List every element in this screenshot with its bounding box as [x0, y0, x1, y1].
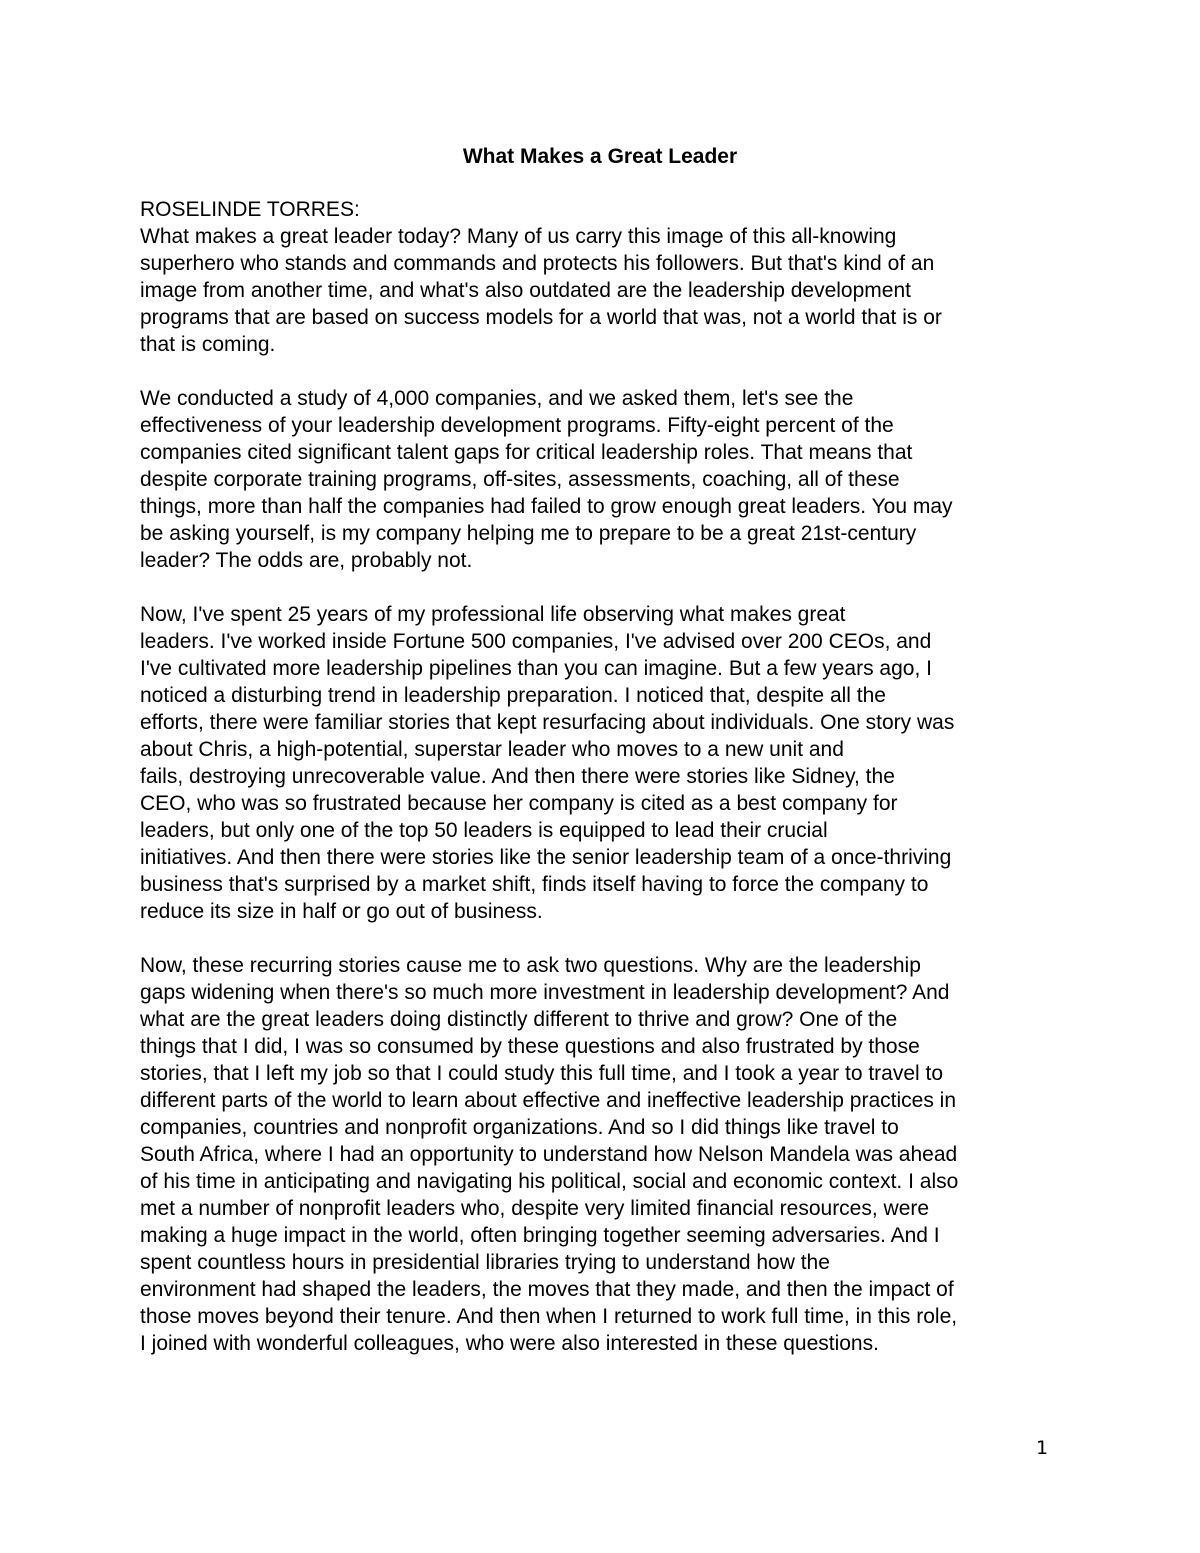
transcript-body — [140, 196, 1080, 1384]
text-line: leaders, but only one of the top 50 leaders is equipped to lead their crucial — [140, 819, 828, 842]
text-line: spent countless hours in presidential libraries trying to understand how the — [140, 1251, 830, 1274]
text-line: companies cited significant talent gaps for critical leadership roles. That means that — [140, 441, 913, 464]
text-line: noticed a disturbing trend in leadership preparation. I noticed that, despite all the — [140, 684, 886, 707]
text-line: stories, that I left my job so that I could study this full time, and I took a year to travel to — [140, 1062, 944, 1085]
text-line: Now, I've spent 25 years of my professional life observing what makes great — [140, 603, 846, 626]
text-line: different parts of the world to learn about effective and ineffective leadership practices in — [140, 1089, 956, 1112]
text-line: I've cultivated more leadership pipelines than you can imagine. But a few years ago, I — [140, 657, 932, 680]
text-line: of his time in anticipating and navigating his political, social and economic context. I also — [140, 1170, 959, 1193]
text-line: things, more than half the companies had failed to grow enough great leaders. You may — [140, 495, 953, 518]
text-line: initiatives. And then there were stories like the senior leadership team of a once-thriving — [140, 846, 952, 869]
text-line: reduce its size in half or go out of business. — [140, 900, 543, 923]
text-line: superhero who stands and commands and protects his followers. But that's kind of an — [140, 252, 935, 275]
paragraph-3 — [140, 601, 1080, 925]
text-line: those moves beyond their tenure. And then when I returned to work full time, in this role, — [140, 1305, 958, 1328]
text-line: CEO, who was so frustrated because her company is cited as a best company for — [140, 792, 898, 815]
text-line: image from another time, and what's also outdated are the leadership development — [140, 279, 911, 302]
text-line: making a huge impact in the world, often bringing together seeming adversaries. And I — [140, 1224, 940, 1247]
text-line: met a number of nonprofit leaders who, despite very limited financial resources, were — [140, 1197, 930, 1220]
text-line: about Chris, a high-potential, superstar leader who moves to a new unit and — [140, 738, 844, 761]
text-line: environment had shaped the leaders, the moves that they made, and then the impact of — [140, 1278, 954, 1301]
text-line: despite corporate training programs, off-sites, assessments, coaching, all of these — [140, 468, 900, 491]
text-line: What makes a great leader today? Many of us carry this image of this all-knowing — [140, 225, 897, 248]
paragraph-1 — [140, 223, 1080, 358]
text-line: South Africa, where I had an opportunity to understand how Nelson Mandela was ahead — [140, 1143, 958, 1166]
text-line: companies, countries and nonprofit organizations. And so I did things like travel to — [140, 1116, 899, 1139]
text-line: We conducted a study of 4,000 companies, and we asked them, let's see the — [140, 387, 854, 410]
text-line: gaps widening when there's so much more investment in leadership development? And — [140, 981, 950, 1004]
text-line: Now, these recurring stories cause me to ask two questions. Why are the leadership — [140, 954, 921, 977]
text-line: leader? The odds are, probably not. — [140, 549, 473, 572]
text-line: efforts, there were familiar stories that kept resurfacing about individuals. One story was — [140, 711, 955, 734]
text-line: what are the great leaders doing distinctly different to thrive and grow? One of the — [140, 1008, 898, 1031]
text-line: programs that are based on success models for a world that was, not a world that is or — [140, 306, 942, 329]
text-line: leaders. I've worked inside Fortune 500 companies, I've advised over 200 CEOs, and — [140, 630, 932, 653]
text-line: be asking yourself, is my company helping me to prepare to be a great 21st-century — [140, 522, 917, 545]
text-line: I joined with wonderful colleagues, who were also interested in these questions. — [140, 1332, 879, 1355]
text-line: effectiveness of your leadership development programs. Fifty-eight percent of the — [140, 414, 894, 437]
text-line: fails, destroying unrecoverable value. And then there were stories like Sidney, the — [140, 765, 895, 788]
paragraph-2 — [140, 385, 1080, 574]
text-line: that is coming. — [140, 333, 276, 356]
text-line: business that's surprised by a market shift, finds itself having to force the company to — [140, 873, 929, 896]
document-title: What Makes a Great Leader — [462, 145, 738, 168]
speaker-label: ROSELINDE TORRES: — [140, 198, 360, 221]
page-number: 1 — [1036, 1437, 1049, 1459]
text-line: things that I did, I was so consumed by these questions and also frustrated by those — [140, 1035, 920, 1058]
paragraph-4 — [140, 952, 1080, 1357]
